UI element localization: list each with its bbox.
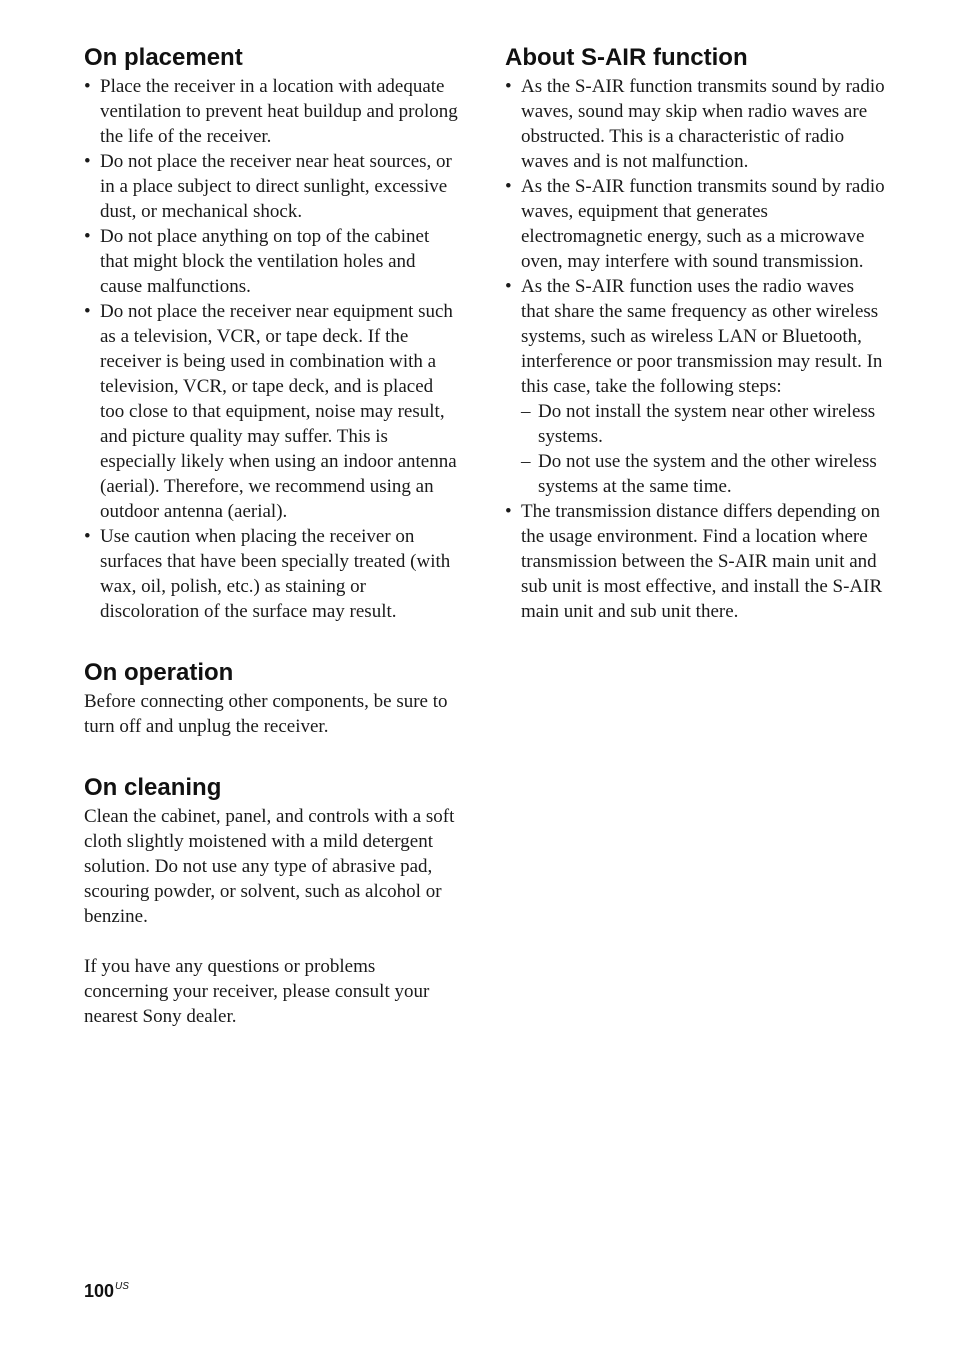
page-region: US [115,1281,129,1292]
placement-item-2: • Do not place the receiver near heat sources, or in a place subject to direct sunlight, excessive dust, or mechanical shock. [84,149,462,224]
cleaning-heading: On cleaning [84,774,222,801]
placement-item-5: • Use caution when placing the receiver on surfaces that have been specially treated (with wax, oil, polish, etc.) as staining or discoloration of the surface may result. [84,524,462,624]
operation-text: Before connecting other components, be sure to turn off and unplug the receiver. [84,691,448,737]
contact-text: If you have any questions or problems concerning your receiver, please consult your nearest Sony dealer. [84,956,430,1027]
sair-step-1: – Do not install the system near other wireless systems. [521,399,885,449]
right-column [505,42,885,624]
sair-item-1: • As the S-AIR function transmits sound by radio waves, sound may skip when radio waves are obstructed. This is a characteristic of radio waves and is not malfunction. [505,74,885,174]
sair-item-3 [505,274,885,499]
sair-item-2: • As the S-AIR function transmits sound by radio waves, equipment that generates electromagnetic energy, such as a microwave oven, may interfere with sound transmission. [505,174,885,274]
placement-item-3: • Do not place anything on top of the cabinet that might block the ventilation holes and cause malfunctions. [84,224,462,299]
sair-steps-list [521,399,885,499]
placement-heading: On placement [84,44,243,71]
cleaning-section [84,772,462,1029]
operation-section [84,657,462,739]
sair-list [505,74,885,624]
placement-section [84,42,462,624]
sair-step-2: – Do not use the system and the other wireless systems at the same time. [521,449,885,499]
placement-item-1: • Place the receiver in a location with adequate ventilation to prevent heat buildup and prolong the life of the receiver. [84,74,462,149]
sair-item-3-text: As the S-AIR function uses the radio waves that share the same frequency as other wireless systems, such as wireless LAN or Bluetooth, interference or poor transmission may result. In this case, take the following steps: [521,276,883,397]
page-number [84,1281,129,1302]
placement-list [84,74,462,624]
sair-item-4: • The transmission distance differs depending on the usage environment. Find a location where transmission between the S-AIR main unit and sub unit is most effective, and install the S-AIR main unit and sub unit there. [505,499,885,624]
sair-section [505,42,885,624]
operation-heading: On operation [84,659,234,686]
placement-item-4: • Do not place the receiver near equipment such as a television, VCR, or tape deck. If the receiver is being used in combination with a television, VCR, or tape deck, and is placed too close to that equipment, noise may result, and picture quality may suffer. This is especially likely when using an indoor antenna (aerial). Therefore, we recommend using an outdoor antenna (aerial). [84,299,462,524]
left-column [84,42,462,1029]
page-number-value: 100 [84,1281,115,1301]
cleaning-text: Clean the cabinet, panel, and controls with a soft cloth slightly moistened with a mild detergent solution. Do not use any type of abrasive pad, scouring powder, or solvent, such as alcohol or benzine. [84,806,455,927]
sair-heading: About S-AIR function [505,44,748,71]
